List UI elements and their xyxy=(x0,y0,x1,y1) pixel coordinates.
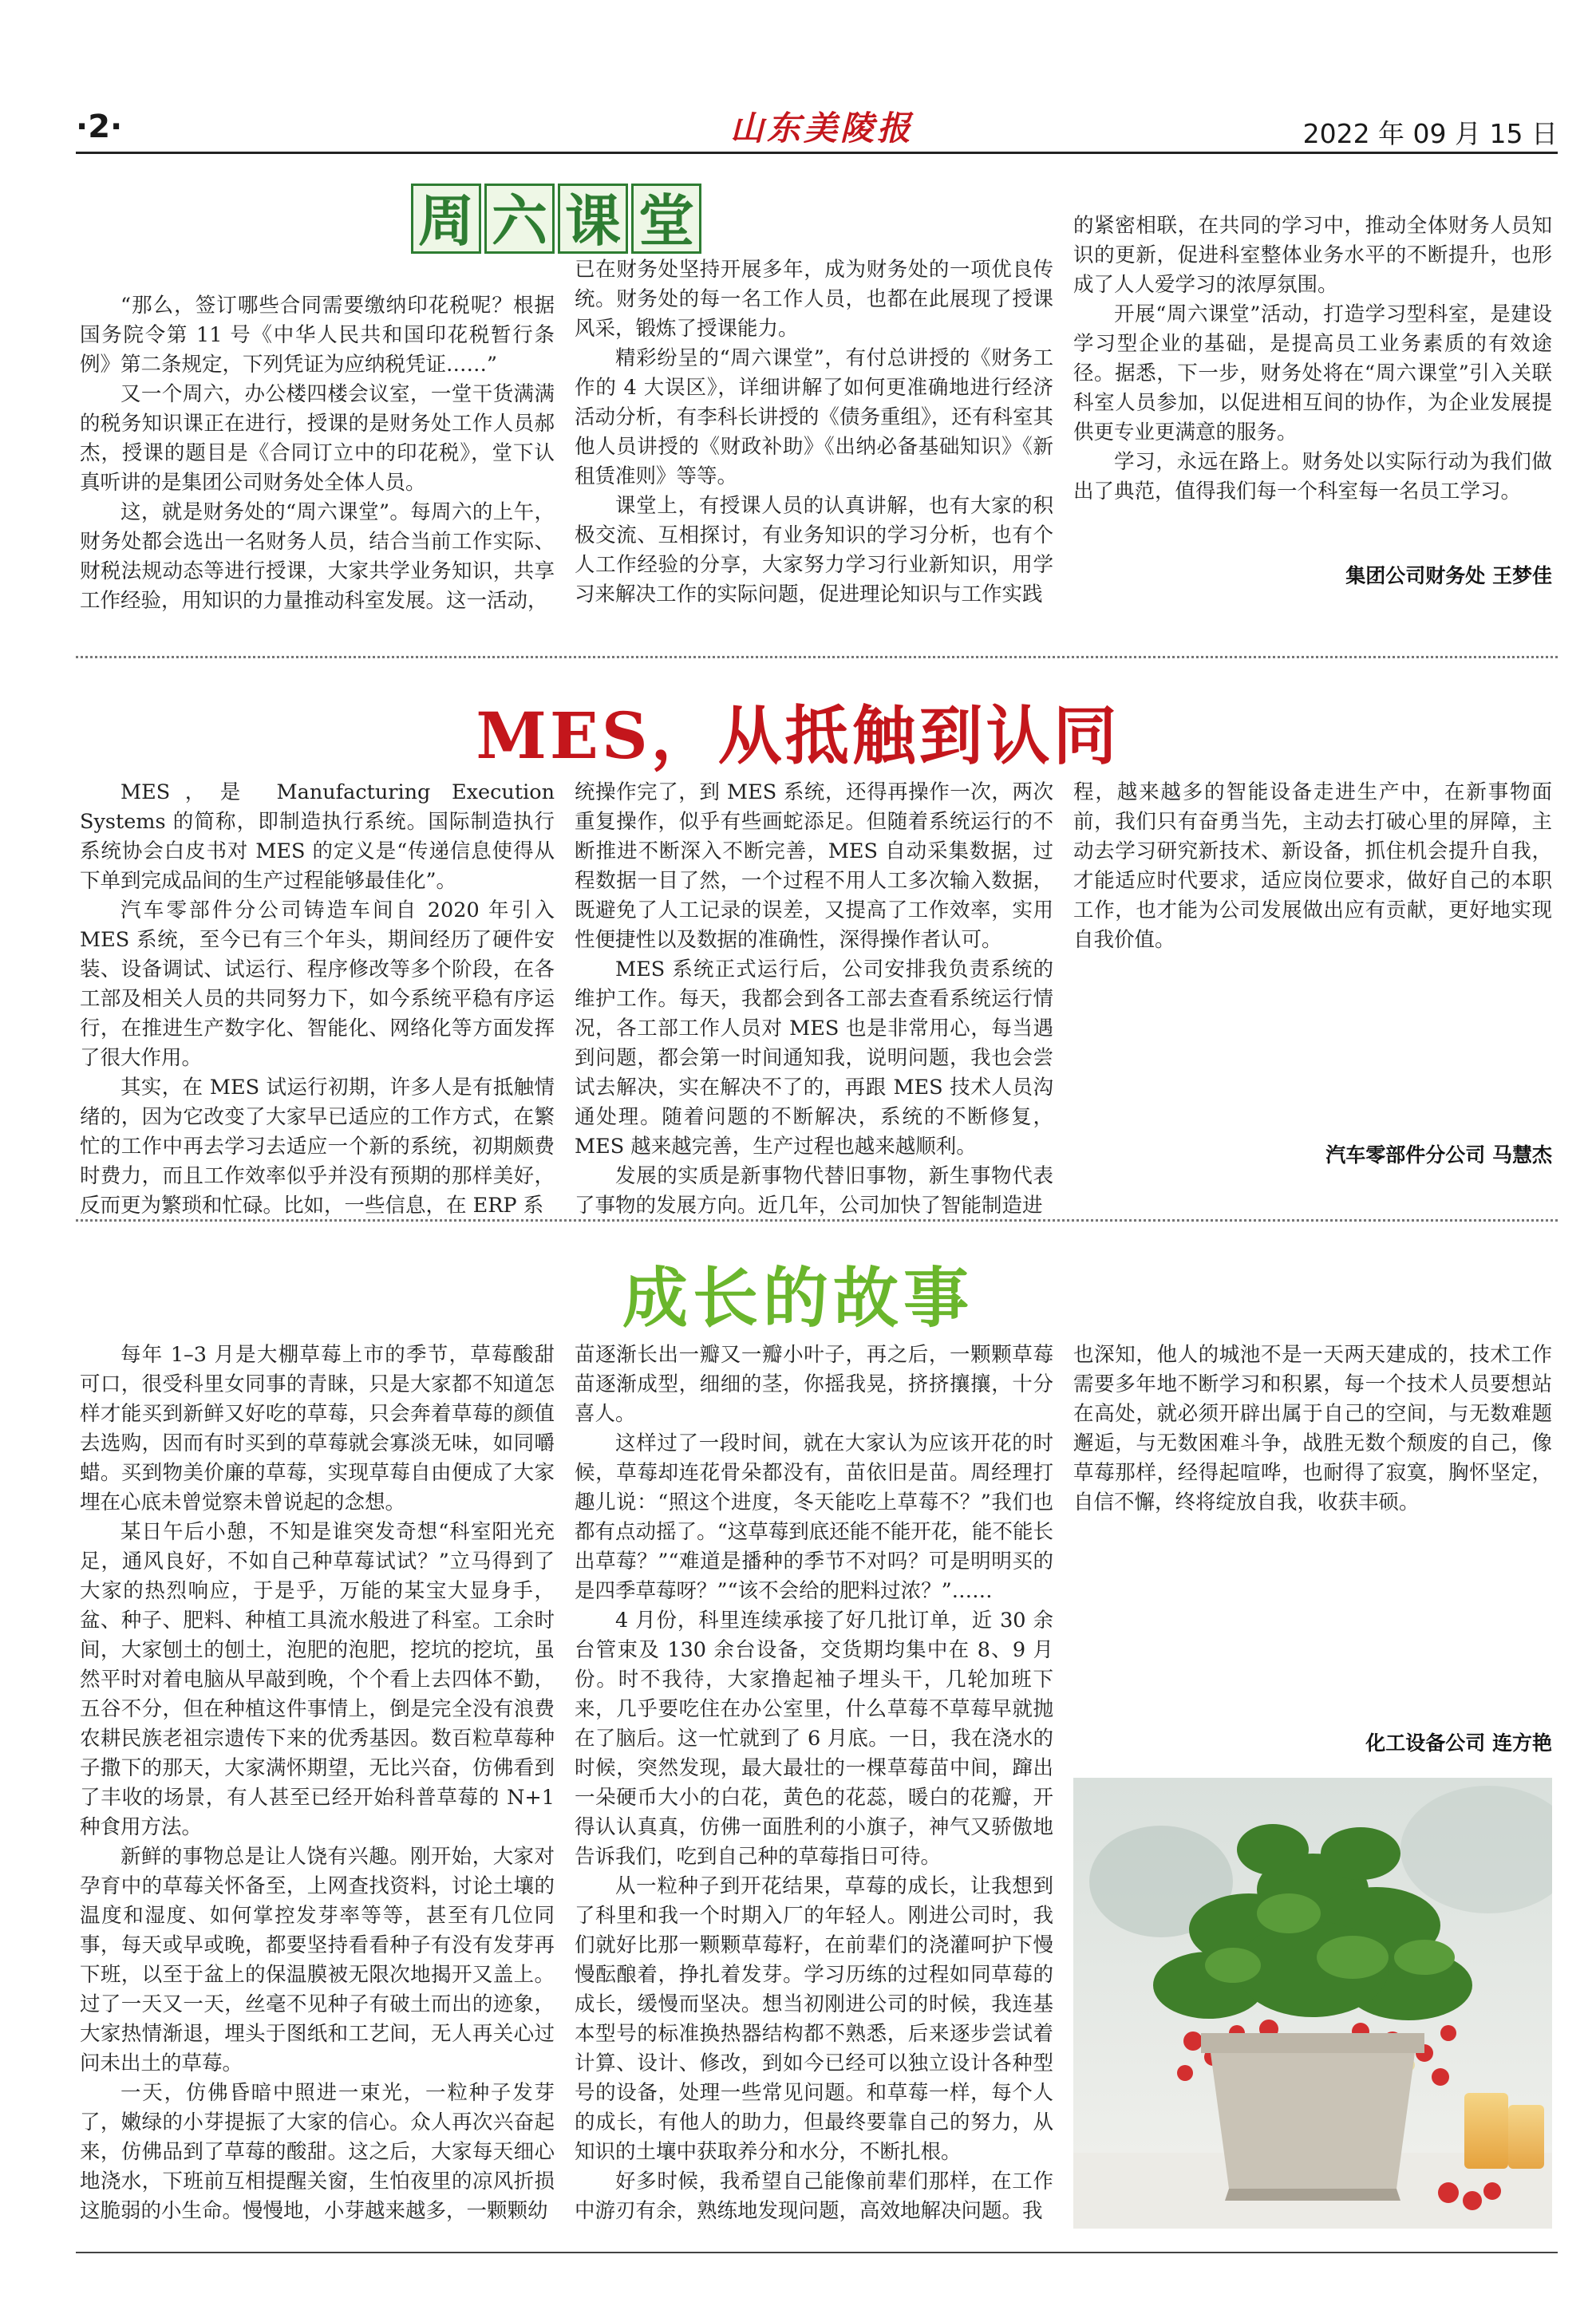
title-char: 周 xyxy=(411,184,481,254)
paragraph: “那么，签订哪些合同需要缴纳印花税呢？根据国务院令第 11 号《中华人民共和国印花税暂行条例》第二条规定，下列凭证为应纳税凭证……” xyxy=(80,294,555,377)
paragraph: 也深知，他人的城池不是一天两天建成的，技术工作需要多年地不断学习和积累，每一个技术人员要想站在高处，就必须开辟出属于自己的空间，与无数难题邂逅，与无数困难斗争，战胜无数个颓废的自己，像草莓那样，经得起喧哗，也耐得了寂寞，胸怀坚定，自信不懈，终将绽放自我，收获丰硕。 xyxy=(1073,1343,1552,1514)
paragraph: 汽车零部件分公司铸造车间自 2020 年引入 MES 系统，至今已有三个年头，期间经历了硬件安装、设备调试、试运行、程序修改等多个阶段，在各工部及相关人员的共同努力下，如今系统平稳有序运行，在推进生产数字化、智能化、网络化等方面发挥了很大作用。 xyxy=(80,898,555,1070)
footer-rule xyxy=(76,2252,1558,2253)
article1-column-2 xyxy=(575,255,1053,634)
paragraph: 精彩纷呈的“周六课堂”，有付总讲授的《财务工作的 4 大误区》，详细讲解了如何更准确地进行经济活动分析，有李科长讲授的《债务重组》，还有科室其他人员讲授的《财政补助》《出纳必备基础知识》《新租赁准则》等等。 xyxy=(575,346,1053,488)
section-divider xyxy=(76,656,1558,658)
paragraph: 的紧密相联，在共同的学习中，推动全体财务人员知识的更新，促进科室整体业务水平的不断提升，也形成了人人爱学习的浓厚氛围。 xyxy=(1073,214,1552,297)
title-char: 堂 xyxy=(631,184,701,254)
article3-title: 成长的故事 xyxy=(622,1261,974,1337)
paragraph: 从一粒种子到开花结果，草莓的成长，让我想到了科里和我一个时期入厂的年轻人。刚进公司时，我们就好比那一颗颗草莓籽，在前辈们的浇灌呵护下慢慢酝酿着，挣扎着发芽。学习历练的过程如同草莓的成长，缓慢而坚决。想当初刚进公司的时候，我连基本型号的标准换热器结构都不熟悉，后来逐步尝试着计算、设计、修改，到如今已经可以独立设计各种型号的设备，处理一些常见问题。和草莓一样，每个人的成长，有他人的助力，但最终要靠自己的努力，从知识的土壤中获取养分和水分，不断扎根。 xyxy=(575,1874,1053,2164)
paragraph: 学习，永远在路上。财务处以实际行动为我们做出了典范，值得我们每一个科室每一名员工学习。 xyxy=(1073,450,1552,503)
issue-date: 2022 年 09 月 15 日 xyxy=(1302,118,1558,149)
article2-column-2 xyxy=(575,778,1053,1225)
paragraph: 苗逐渐长出一瓣又一瓣小叶子，再之后，一颗颗草莓苗逐渐成型，细细的茎，你摇我晃，挤挤攘攘，十分喜人。 xyxy=(575,1343,1053,1426)
strawberry-plant-photo xyxy=(1073,1778,1552,2229)
header-rule xyxy=(76,152,1558,154)
section-divider xyxy=(76,1219,1558,1222)
paragraph: 某日午后小憩，不知是谁突发奇想“科室阳光充足，通风良好，不如自己种草莓试试？”立马得到了大家的热烈响应，于是乎，万能的某宝大显身手，盆、种子、肥料、种植工具流水般进了科室。工余时间，大家刨土的刨土，泡肥的泡肥，挖坑的挖坑，虽然平时对着电脑从早敲到晚，个个看上去四体不勤，五谷不分，但在种植这件事情上，倒是完全没有浪费农耕民族老祖宗遗传下来的优秀基因。数百粒草莓种子撒下的那天，大家满怀期望，无比兴奋，仿佛看到了丰收的场景，有人甚至已经开始科普草莓的 N+1 种食用方法。 xyxy=(80,1520,555,1839)
article1-column-1 xyxy=(80,291,555,634)
masthead-logo: 山东美陵报 xyxy=(729,109,914,148)
strawberry-pot-illustration xyxy=(1073,1778,1552,2229)
paragraph: 统操作完了，到 MES 系统，还得再操作一次，两次重复操作，似乎有些画蛇添足。但随着系统运行的不断推进不断深入不断完善，MES 自动采集数据，过程数据一目了然，一个过程不用人工多次输入数据，既避免了人工记录的误差，又提高了工作效率，实用性便捷性以及数据的准确性，深得操作者认可。 xyxy=(575,780,1053,952)
paragraph: 4 月份，科里连续承接了好几批订单，近 30 余台管束及 130 余台设备，交货期均集中在 8、9 月份。时不我待，大家撸起袖子埋头干，几轮加班下来，几乎要吃住在办公室里，什么草莓不草莓早就抛在了脑后。这一忙就到了 6 月底。一日，我在浇水的时候，突然发现，最大最壮的一棵草莓苗中间，蹿出一朵硬币大小的白花，黄色的花蕊，暖白的花瓣，开得认认真真，仿佛一面胜利的小旗子，神气又骄傲地告诉我们，吃到自己种的草莓指日可待。 xyxy=(575,1609,1053,1869)
paragraph: 程，越来越多的智能设备走进生产中，在新事物面前，我们只有奋勇当先，主动去打破心里的屏障，主动去学习研究新技术、新设备，抓住机会提升自我，才能适应时代要求，适应岗位要求，做好自己的本职工作，也才能为公司发展做出应有贡献，更好地实现自我价值。 xyxy=(1073,780,1552,952)
article2-column-3 xyxy=(1073,778,1552,1129)
article1-title xyxy=(411,184,701,254)
paragraph: MES，是 Manufacturing Execution Systems 的简称，即制造执行系统。国际制造执行系统协会白皮书对 MES 的定义是“传递信息使得从下单到完成品间的生产过程能够最佳化”。 xyxy=(80,780,555,893)
paragraph: 每年 1–3 月是大棚草莓上市的季节，草莓酸甜可口，很受科里女同事的青睐，只是大家都不知道怎样才能买到新鲜又好吃的草莓，只会奔着草莓的颜值去选购，因而有时买到的草莓就会寡淡无味，如同嚼蜡。买到物美价廉的草莓，实现草莓自由便成了大家埋在心底未曾觉察未曾说起的念想。 xyxy=(80,1343,555,1514)
article3-column-1 xyxy=(80,1340,555,2230)
page-number: ·2· xyxy=(76,109,123,145)
paragraph: 这，就是财务处的“周六课堂”。每周六的上午，财务处都会选出一名财务人员，结合当前工作实际、财税法规动态等进行授课，大家共学业务知识，共享工作经验，用知识的力量推动科室发展。这一活动， xyxy=(80,500,555,613)
article1-byline: 集团公司财务处 王梦佳 xyxy=(1345,564,1552,587)
paragraph: 开展“周六课堂”活动，打造学习型科室，是建设学习型企业的基础，是提高员工业务素质的有效途径。据悉，下一步，财务处将在“周六课堂”引入关联科室人员参加，以促进相互间的协作，为企业发展提供更专业更满意的服务。 xyxy=(1073,302,1552,444)
paragraph: 发展的实质是新事物代替旧事物，新生事物代表了事物的发展方向。近几年，公司加快了智能制造进 xyxy=(575,1164,1053,1218)
title-char: 课 xyxy=(558,184,628,254)
paragraph: 一天，仿佛昏暗中照进一束光，一粒种子发芽了，嫩绿的小芽提振了大家的信心。众人再次兴奋起来，仿佛品到了草莓的酸甜。这之后，大家每天细心地浇水，下班前互相提醒关窗，生怕夜里的凉风折损这脆弱的小生命。慢慢地，小芽越来越多，一颗颗幼 xyxy=(80,2081,555,2223)
article3-byline: 化工设备公司 连方艳 xyxy=(1365,1731,1552,1755)
paragraph: 已在财务处坚持开展多年，成为财务处的一项优良传统。财务处的每一名工作人员，也都在此展现了授课风采，锻炼了授课能力。 xyxy=(575,258,1053,341)
paragraph: 其实，在 MES 试运行初期，许多人是有抵触情绪的，因为它改变了大家早已适应的工作方式，在繁忙的工作中再去学习去适应一个新的系统，初期颇费时费力，而且工作效率似乎并没有预期的那样美好，反而更为繁琐和忙碌。比如，一些信息，在 ERP 系 xyxy=(80,1076,555,1218)
article2-title: MES，从抵触到认同 xyxy=(476,698,1120,773)
article3-column-2 xyxy=(575,1340,1053,2230)
paragraph: 这样过了一段时间，就在大家认为应该开花的时候，草莓却连花骨朵都没有，苗依旧是苗。周经理打趣儿说：“照这个进度，冬天能吃上草莓不？”我们也都有点动摇了。“这草莓到底还能不能开花，能不能长出草莓？”“难道是播种的季节不对吗？可是明明买的是四季草莓呀？”“该不会给的肥料过浓？”…… xyxy=(575,1431,1053,1603)
paragraph: 又一个周六，办公楼四楼会议室，一堂干货满满的税务知识课正在进行，授课的是财务处工作人员郝杰，授课的题目是《合同订立中的印花税》，堂下认真听讲的是集团公司财务处全体人员。 xyxy=(80,382,555,495)
paragraph: 好多时候，我希望自己能像前辈们那样，在工作中游刃有余，熟练地发现问题，高效地解决问题。我 xyxy=(575,2170,1053,2223)
article1-column-3 xyxy=(1073,211,1552,547)
article2-byline: 汽车零部件分公司 马慧杰 xyxy=(1325,1143,1552,1167)
paragraph: MES 系统正式运行后，公司安排我负责系统的维护工作。每天，我都会到各工部去查看系统运行情况，各工部工作人员对 MES 也是非常用心，每当遇到问题，都会第一时间通知我，说明问题，我也会尝试去解决，实在解决不了的，再跟 MES 技术人员沟通处理。随着问题的不断解决，系统的不断修复，MES 越来越完善，生产过程也越来越顺利。 xyxy=(575,958,1053,1159)
paragraph: 课堂上，有授课人员的认真讲解，也有大家的积极交流、互相探讨，有业务知识的学习分析，也有个人工作经验的分享，大家努力学习行业新知识，用学习来解决工作的实际问题，促进理论知识与工作实践 xyxy=(575,494,1053,606)
article2-column-1 xyxy=(80,778,555,1225)
article3-column-3 xyxy=(1073,1340,1552,1712)
paragraph: 新鲜的事物总是让人饶有兴趣。刚开始，大家对孕育中的草莓关怀备至，上网查找资料，讨论土壤的温度和湿度、如何掌控发芽率等等，甚至有几位同事，每天或早或晚，都要坚持看看种子有没有发芽再下班，以至于盆上的保温膜被无限次地揭开又盖上。过了一天又一天，丝毫不见种子有破土而出的迹象，大家热情渐退，埋头于图纸和工艺间，无人再关心过问未出土的草莓。 xyxy=(80,1845,555,2075)
title-char: 六 xyxy=(484,184,555,254)
